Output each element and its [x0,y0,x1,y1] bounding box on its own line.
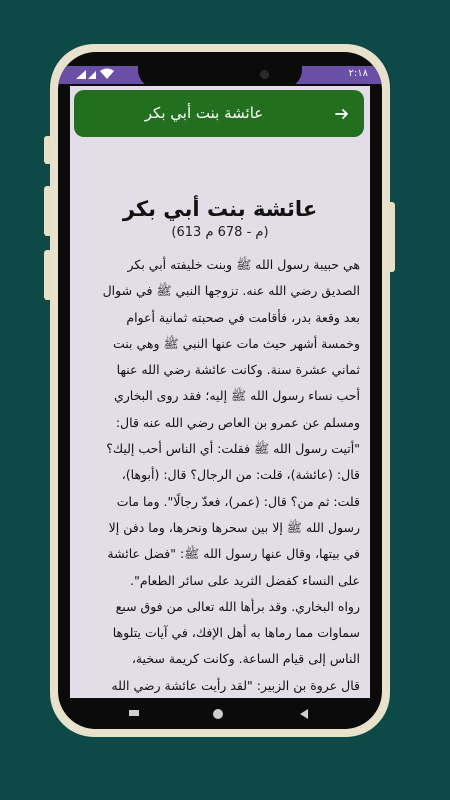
article-line: الناس إلى قيام الساعة. وكانت كريمة سخية، [131,651,360,667]
app-screen [70,86,370,698]
article-line: في بيتها، وقال عنها رسول الله ﷺ: "فضل عائشة [107,546,360,562]
article-line: على النساء كفضل الثريد على سائر الطعام". [130,572,360,588]
article-line: أحب نساء رسول الله ﷺ إليه؛ فقد روى البخاري [113,388,360,404]
app-bar-title: عائشة بنت أبي بكر [144,104,264,122]
nav-home-icon[interactable] [212,708,224,720]
camera-icon [260,70,269,79]
system-nav-bar [58,698,382,729]
article-line: ومسلم عن عمرو بن العاص رضي الله عنه قال: [115,414,360,430]
phone-screen-bezel [58,52,382,729]
app-bar [74,90,364,137]
back-button[interactable] [328,100,356,128]
article-line: هي حبيبة رسول الله ﷺ وبنت خليفته أبي بكر [127,257,360,272]
article-line: الصديق رضي الله عنه. تزوجها النبي ﷺ في شوال [102,283,360,299]
article-line: قلت: ثم من؟ قال: (عمر)، فعدّ رجالًا". وما مات [116,493,360,509]
article-years: (613 م - 678 م) [171,225,269,240]
nav-recent-icon[interactable] [128,708,140,718]
status-time: ٢:١٨ [348,68,368,79]
article-line: قال: (عائشة)، قلت: من الرجال؟ قال: (أبوها)، [121,467,360,483]
article-line: "أتيت رسول الله ﷺ فقلت: أي الناس أحب إليك؟ [106,441,360,457]
camera-notch [138,52,302,88]
article-line: رسول الله ﷺ إلا بين سحرها ونحرها، وما دفن إلا [108,519,360,535]
signal-icon [76,70,96,79]
article-line: بعد وقعة بدر، فأقامت في صحبته ثمانية أعوام [126,309,360,325]
article-line: وخمسة أشهر حيث مات عنها النبي ﷺ وهي بنت [113,335,360,351]
article-content [80,194,360,698]
article-line: قال عروة بن الزبير: "لقد رأيت عائشة رضي الله [111,677,360,693]
arrow-right-icon [334,106,350,122]
status-icons [74,67,118,81]
wifi-icon [100,69,114,80]
article-line: سماوات مما رماها به أهل الإفك، في آيات يتلوها [112,625,360,641]
nav-back-icon[interactable] [298,708,310,720]
article-heading: عائشة بنت أبي بكر [122,197,318,221]
article-line: ثماني عشرة سنة. وكانت عائشة رضي الله عنها [116,362,360,378]
article-line: رواه البخاري. وقد برأها الله تعالى من فوق سبع [115,598,360,614]
article-body [80,252,360,698]
